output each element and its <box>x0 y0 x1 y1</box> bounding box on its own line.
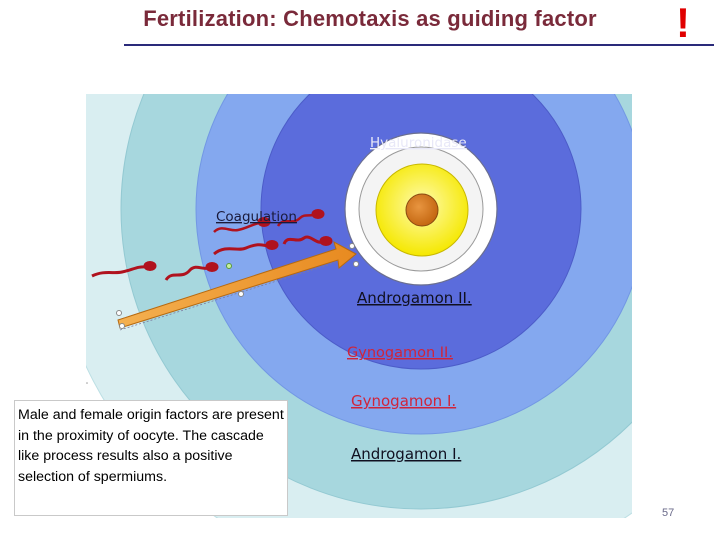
slide-title: Fertilization: Chemotaxis as guiding factor <box>143 6 597 31</box>
label-coagulation: Coagulation <box>216 209 297 225</box>
label-gynogamon-i: Gynogamon I. <box>351 392 457 410</box>
exclamation-icon: ! <box>676 0 690 46</box>
label-androgamon-i: Androgamon I. <box>351 445 462 463</box>
title-underline <box>124 44 714 46</box>
page-number: 57 <box>662 507 675 519</box>
label-androgamon-ii: Androgamon II. <box>357 289 472 307</box>
label-gynogamon-ii: Gynogamon II. <box>347 345 453 361</box>
nucleus <box>406 194 438 226</box>
caption-box <box>14 400 288 516</box>
label-hyaluronidase: Hyaluronidase <box>370 135 467 151</box>
caption-text: Male and female origin factors are present in the proximity of oocyte. The cascade like process results also a positive selection of spermiums. <box>18 407 284 485</box>
